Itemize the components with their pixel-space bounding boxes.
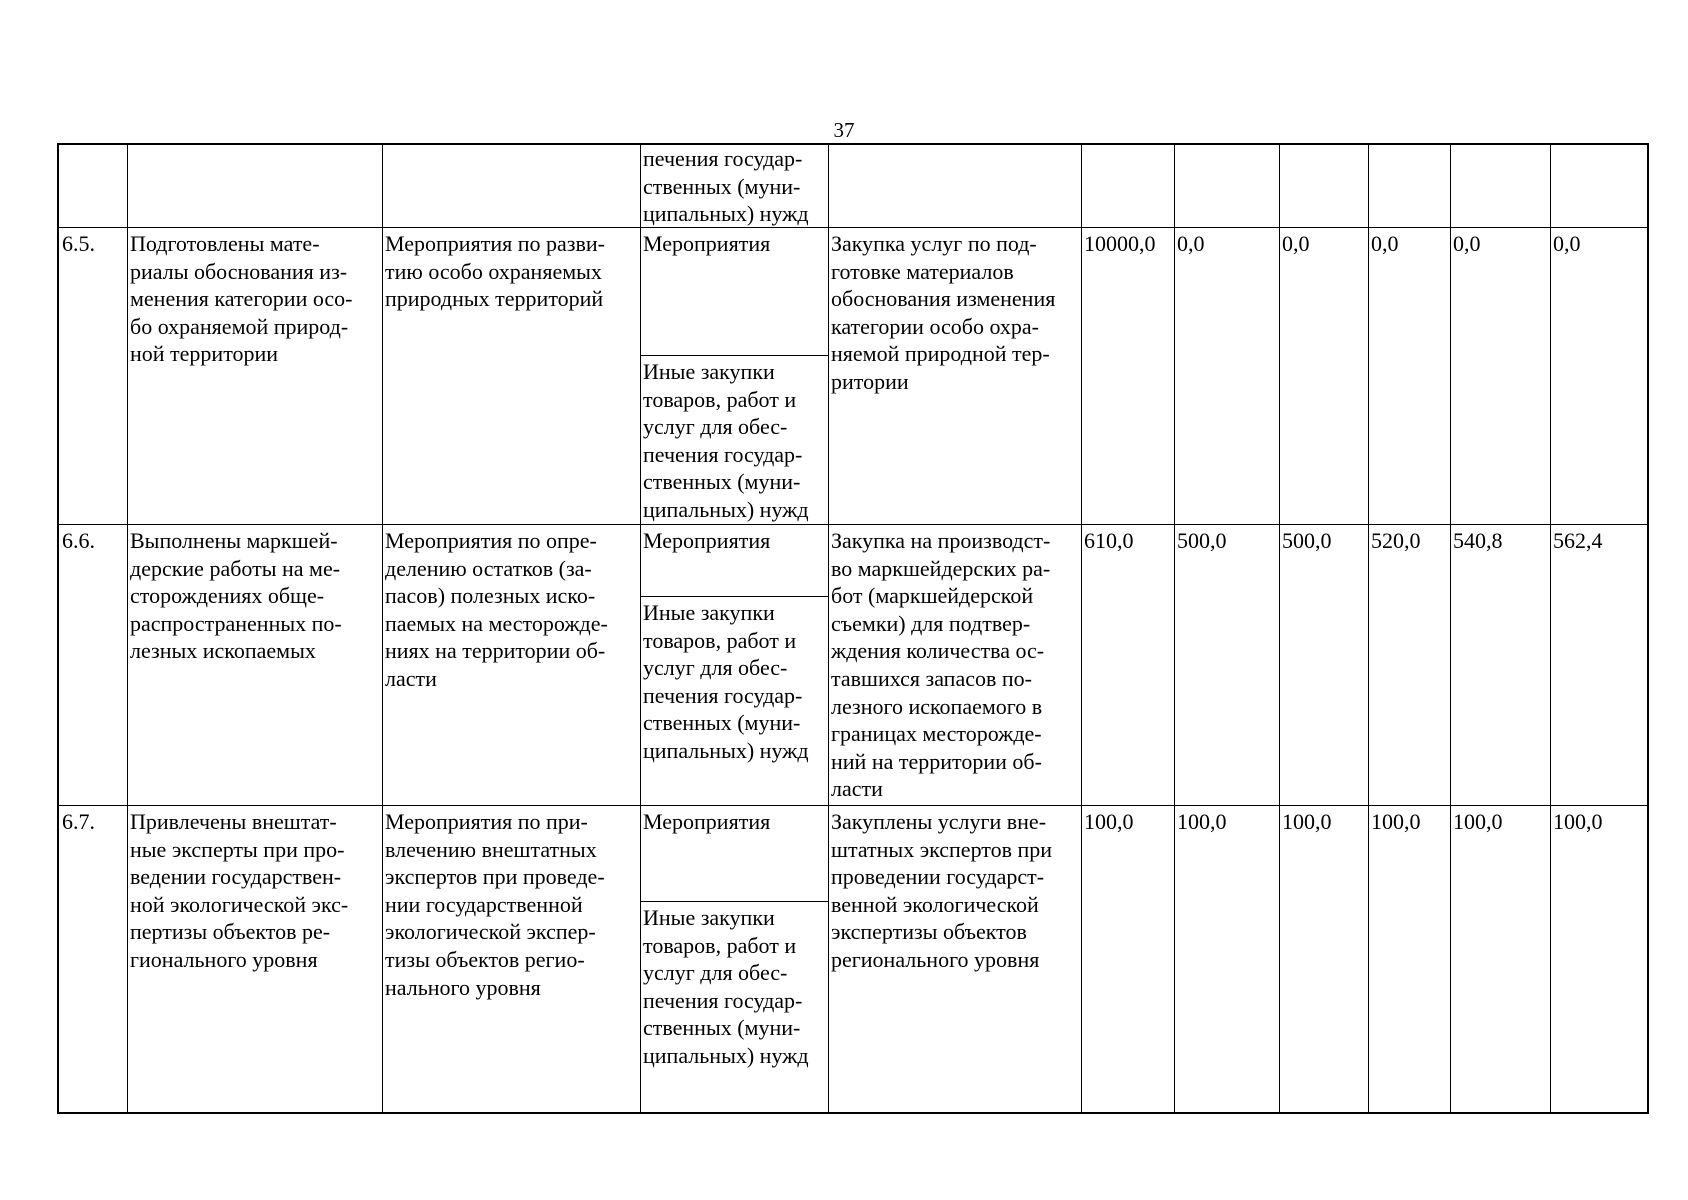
column-divider bbox=[1368, 145, 1369, 1112]
amount-col3: 500,0 bbox=[1282, 528, 1332, 553]
activity-text: Мероприятия по разви- тию особо охраняемых природных территорий bbox=[385, 231, 605, 312]
column-divider bbox=[1279, 145, 1280, 1112]
amount-col5: 540,8 bbox=[1453, 528, 1503, 553]
expense-type-primary: Мероприятия bbox=[643, 809, 771, 834]
amount-col2: 0,0 bbox=[1177, 231, 1205, 256]
result-text: Подготовлены мате- риалы обоснования из- менения категории осо- бо охраняемой природ- ной территории bbox=[130, 231, 353, 367]
row-divider bbox=[59, 805, 1647, 806]
page-number: 37 bbox=[833, 118, 855, 142]
subrow-divider bbox=[640, 901, 828, 902]
result-text: Выполнены маркшей- дерские работы на ме- сторождениях обще- распространенных по- лезных ископаемых bbox=[130, 528, 342, 664]
column-divider bbox=[1174, 145, 1175, 1112]
expense-type-primary: Мероприятия bbox=[643, 231, 771, 256]
carryover-expense-type: печения государ- ственных (муни- ципальных) нужд bbox=[643, 146, 809, 227]
column-divider bbox=[1550, 145, 1551, 1112]
row-divider bbox=[59, 227, 1647, 228]
amount-col6: 100,0 bbox=[1553, 809, 1603, 834]
description-text: Закуплены услуги вне- штатных экспертов при проведении государст- венной экологической экспертизы объектов регионального уровня bbox=[831, 809, 1053, 972]
amount-col1: 610,0 bbox=[1084, 528, 1134, 553]
row-number: 6.6. bbox=[62, 528, 95, 553]
amount-col1: 10000,0 bbox=[1084, 231, 1156, 256]
expense-type-secondary: Иные закупки товаров, работ и услуг для обес- печения государ- ственных (муни- ципальных) нужд bbox=[643, 359, 809, 522]
amount-col2: 100,0 bbox=[1177, 809, 1227, 834]
subrow-divider bbox=[640, 355, 828, 356]
amount-col3: 100,0 bbox=[1282, 809, 1332, 834]
amount-col4: 100,0 bbox=[1371, 809, 1421, 834]
expense-type-primary: Мероприятия bbox=[643, 528, 771, 553]
activity-text: Мероприятия по при- влечению внештатных экспертов при проведе- нии государственной экологической экспер- тизы объектов регио- нального уровня bbox=[385, 809, 605, 1000]
amount-col5: 100,0 bbox=[1453, 809, 1503, 834]
amount-col4: 520,0 bbox=[1371, 528, 1421, 553]
amount-col6: 562,4 bbox=[1553, 528, 1603, 553]
row-number: 6.5. bbox=[62, 231, 95, 256]
column-divider bbox=[382, 145, 383, 1112]
amount-col3: 0,0 bbox=[1282, 231, 1310, 256]
column-divider bbox=[1450, 145, 1451, 1112]
activity-text: Мероприятия по опре- делению остатков (за- пасов) полезных иско- паемых на месторожде- ниях на территории об- ласти bbox=[385, 528, 608, 691]
amount-col2: 500,0 bbox=[1177, 528, 1227, 553]
amount-col1: 100,0 bbox=[1084, 809, 1134, 834]
expense-type-secondary: Иные закупки товаров, работ и услуг для обес- печения государ- ственных (муни- ципальных) нужд bbox=[643, 600, 809, 763]
row-divider bbox=[59, 524, 1647, 525]
expense-type-secondary: Иные закупки товаров, работ и услуг для обес- печения государ- ственных (муни- ципальных) нужд bbox=[643, 905, 809, 1068]
column-divider bbox=[127, 145, 128, 1112]
budget-table bbox=[57, 143, 1649, 1114]
subrow-divider bbox=[640, 596, 828, 597]
amount-col5: 0,0 bbox=[1453, 231, 1481, 256]
description-text: Закупка услуг по под- готовке материалов обоснования изменения категории особо охра- няемой природной тер- ритории bbox=[831, 231, 1056, 394]
description-text: Закупка на производст- во маркшейдерских ра- бот (маркшейдерской съемки) для подтвер- ждения количества ос- тавшихся запасов по- лезного ископаемого в границах месторожде- ний на территории об- ласти bbox=[831, 528, 1051, 802]
row-number: 6.7. bbox=[62, 809, 95, 834]
amount-col6: 0,0 bbox=[1553, 231, 1581, 256]
amount-col4: 0,0 bbox=[1371, 231, 1399, 256]
result-text: Привлечены внештат- ные эксперты при про- ведении государствен- ной экологической экс- пертизы объектов ре- гионального уровня bbox=[130, 809, 349, 972]
